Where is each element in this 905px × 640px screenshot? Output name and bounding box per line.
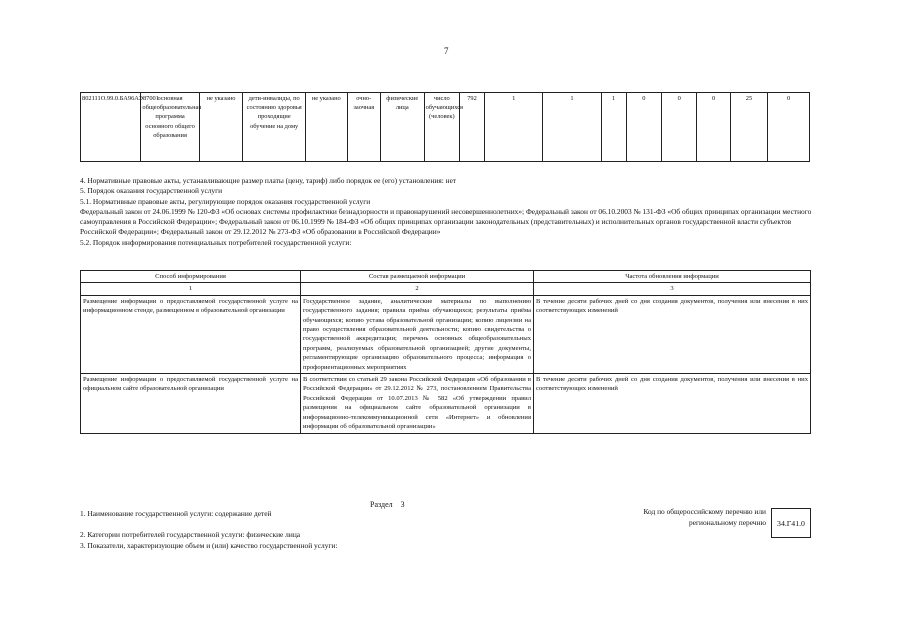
column-number: 2	[301, 283, 534, 295]
table-cell: число обучающихся (человек)	[424, 93, 459, 162]
table-cell: 1	[601, 93, 626, 162]
laws-list: Федеральный закон от 24.06.1999 № 120-ФЗ «Об основах системы профилактики безнадзорности и правонарушений несовершеннолетних»; Федеральный закон от 06.10.2003 № 131-ФЗ «Об общих принципах организации местного самоуправления в Российской Федерации»; Федеральный закон от 06.10.1999 № 184-ФЗ «Об общих принципах организации законодательных (представительных) и исполнительных органов государственной власти субъектов Российской Федерации»; Федеральный закон от 29.12.2012 № 273-ФЗ «Об образовании в Российской Федерации»	[80, 206, 812, 237]
indicators-heading: 3. Показатели, характеризующие объем и (или) качество государственной услуги:	[80, 541, 338, 550]
code-label: Код по общероссийскому перечню или региональному перечню	[643, 507, 766, 527]
column-header: Частота обновления информации	[534, 271, 811, 283]
table-row	[81, 295, 811, 373]
table-cell: 0	[662, 93, 697, 162]
paragraph-5-1: 5.1. Нормативные правовые акты, регулирующие порядок оказания государственной услуги	[80, 196, 371, 206]
table-cell: 0	[768, 93, 810, 162]
informing-table	[80, 270, 811, 434]
column-header: Способ информирования	[81, 271, 301, 283]
paragraph-5-2: 5.2. Порядок информирования потенциальных потребителей государственной услуги:	[80, 237, 352, 247]
table-cell: дети-инвалиды, по состоянию здоровья проходящие обучение на дому	[243, 93, 305, 162]
table-cell: В течение десяти рабочих дней со дня создания документов, получения или внесения в них соответствующих изменений	[534, 295, 811, 373]
table-number-row	[81, 283, 811, 295]
paragraph-4: 4. Нормативные правовые акты, устанавливающие размер платы (цену, тариф) либо порядок ее (его) установления: нет	[80, 176, 457, 185]
legal-text-block	[80, 176, 820, 248]
service-name: 1. Наименование государственной услуги: содержание детей	[80, 509, 272, 518]
table-cell: физические лица	[380, 93, 424, 162]
table-cell: 802111О.99.0.БА96АЭ87001	[81, 93, 141, 162]
table-cell: 1	[543, 93, 601, 162]
table-cell: Размещение информации о предоставляемой государственной услуге на информационном стенде, размещенном в образовательной организации	[81, 295, 301, 373]
table-cell: не указано	[199, 93, 243, 162]
table-cell: очно-заочная	[347, 93, 380, 162]
volume-indicator-table	[80, 92, 810, 162]
section-heading	[370, 500, 405, 509]
column-number: 1	[81, 283, 301, 295]
table-row	[81, 374, 811, 433]
table-cell: 1	[485, 93, 543, 162]
paragraph-5: 5. Порядок оказания государственной услуги	[80, 186, 223, 196]
table-cell: 792	[460, 93, 485, 162]
consumer-category: 2. Категории потребителей государственной услуги: физические лица	[80, 530, 301, 539]
table-cell: не указано	[305, 93, 347, 162]
column-number: 3	[534, 283, 811, 295]
table-cell: Государственное задание, аналитические материалы по выполнению государственного задания; правила приёма обучающихся; результаты приёма обучающихся; копию устава образовательной организации; копию лицензии на право осуществления образовательной деятельности; копию свидетельства о государственной аккредитации; перечень основных общеобразовательных программ, реализуемых образовательной организацией; другие документы, регламентирующие организацию образовательного процесса; информация о профориентационных мероприятиях	[301, 295, 534, 373]
table-cell: 0	[697, 93, 730, 162]
table-cell: 0	[626, 93, 661, 162]
column-header: Состав размещаемой информации	[301, 271, 534, 283]
table-cell: основная общеобразовательная программа основного общего образования	[141, 93, 199, 162]
page-number: 7	[444, 46, 449, 56]
table-header-row	[81, 271, 811, 283]
section-label: Раздел	[370, 500, 393, 509]
service-code: 34.Г41.0	[771, 508, 811, 538]
table-row	[81, 93, 810, 162]
table-cell: 25	[730, 93, 767, 162]
section-number: 3	[400, 500, 405, 509]
table-cell: В соответствии со статьей 29 закона Российской Федерации «Об образовании в Российской Федерации» от 29.12.2012 № 273, постановлением Правительства Российской Федерации от 10.07.2013 № 582 «Об утверждении правил размещения на официальном сайте образовательной организации в информационно-телекоммуникационной сети «Интернет» и обновления информации об образовательной организации»	[301, 374, 534, 433]
table-cell: В течение десяти рабочих дней со дня создания документов, получения или внесения в них соответствующих изменений	[534, 374, 811, 433]
table-cell: Размещение информации о предоставляемой государственной услуге на официальном сайте образовательной организации	[81, 374, 301, 433]
